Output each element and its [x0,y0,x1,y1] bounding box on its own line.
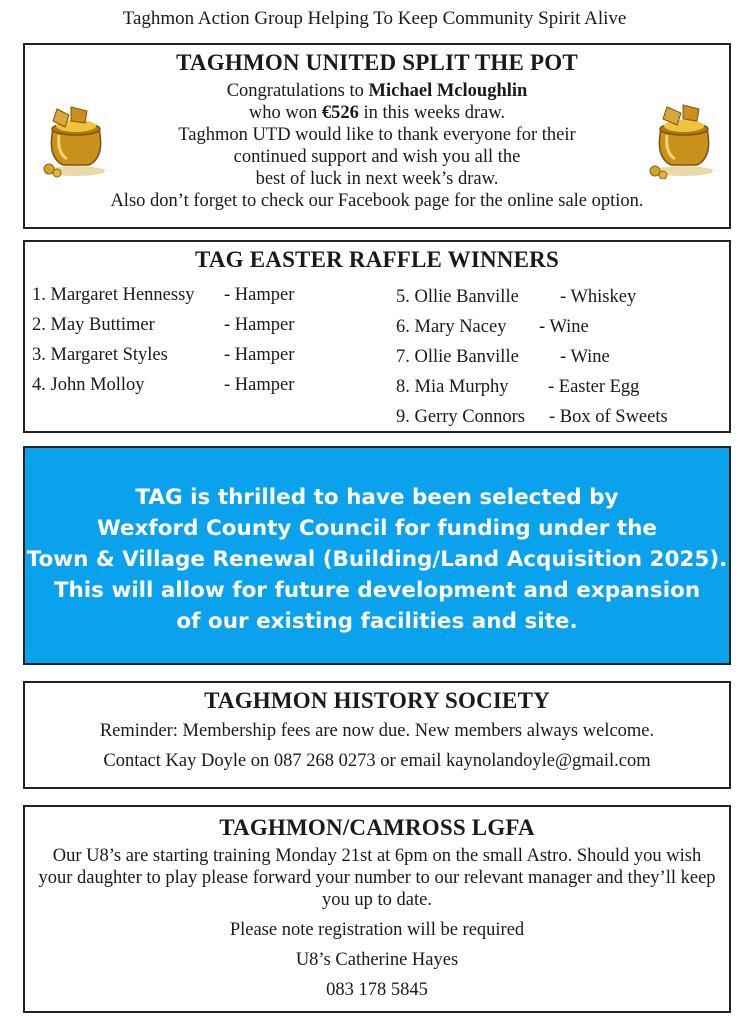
funding-text [27,482,728,637]
funding-line: Town & Village Renewal (Building/Land Acquisition 2025). [26,547,728,572]
history-body [25,716,729,776]
amount-suffix: in this weeks draw. [358,103,506,123]
section-title: TAGHMON UNITED SPLIT THE POT [176,50,578,75]
luck-line: best of luck in next week’s draw. [255,169,499,189]
amount-prefix: who won [248,103,322,123]
contact-phone: 083 178 5845 [326,980,428,1000]
section-title: TAG EASTER RAFFLE WINNERS [195,247,559,272]
raffle-winner [396,312,589,342]
winner-prize: - Hamper [224,375,295,395]
raffle-winner [32,340,295,370]
contact-name: U8’s Catherine Hayes [295,950,459,970]
registration-note: Please note registration will be required [229,920,525,940]
raffle-winner [396,402,668,432]
winner-prize: - Easter Egg [548,377,640,397]
winner-prize: - Hamper [224,315,295,335]
raffle-winner [32,370,295,400]
history-society-section [23,681,731,789]
winner-name: 5. Ollie Banville [396,287,519,307]
thanks-line: Taghmon UTD would like to thank everyone for their [178,125,576,145]
winner-prize: - Hamper [224,285,295,305]
lgfa-section [23,805,731,1013]
winner-name: 4. John Molloy [32,375,145,395]
contact-line: Contact Kay Doyle on 087 268 0273 or email kaynolandoyle@gmail.com [103,751,651,771]
winner-name: 7. Ollie Banville [396,347,519,367]
winner-prize: - Wine [560,347,610,367]
raffle-winners-left [32,280,295,400]
winner-prize: - Wine [539,317,589,337]
facebook-line: Also don’t forget to check our Facebook page for the online sale option. [110,191,644,211]
funding-line: TAG is thrilled to have been selected by [135,485,619,510]
section-title: TAGHMON/CAMROSS LGFA [219,815,535,840]
funding-line: of our existing facilities and site. [176,609,578,634]
winner-name: 8. Mia Murphy [396,377,509,397]
funding-line: Wexford County Council for funding under the [96,516,657,541]
split-the-pot-section [23,43,731,229]
gold-pot-icon [643,99,723,179]
raffle-winners-right [396,282,668,432]
funding-line: This will allow for future development and expansion [53,578,701,603]
raffle-winner [396,342,610,372]
section-title: TAGHMON HISTORY SOCIETY [204,688,550,713]
raffle-winner [32,280,295,310]
raffle-winner [396,372,640,402]
congrats-prefix: Congratulations to [226,81,369,101]
winner-prize: - Whiskey [560,287,637,307]
winner-name: 1. Margaret Hennessy [32,285,195,305]
page-header: Taghmon Action Group Helping To Keep Community Spirit Alive [122,8,627,29]
winner-name: 6. Mary Nacey [396,317,507,337]
prize-amount: €526 [321,103,359,123]
congrats-line [25,80,729,102]
pot-body [25,80,729,212]
training-paragraph: Our U8’s are starting training Monday 21st at 6pm on the small Astro. Should you wish your daughter to play please forward your number to our relevant manager and they’ll keep you up to date. [38,846,716,910]
winner-name: 2. May Buttimer [32,315,155,335]
gold-pot-icon [35,99,115,179]
easter-raffle-section [23,240,731,433]
membership-reminder: Reminder: Membership fees are now due. New members always welcome. [99,721,655,741]
raffle-winner [396,282,637,312]
winner-prize: - Hamper [224,345,295,365]
amount-line [25,102,729,124]
raffle-winner [32,310,295,340]
winner-name: Michael Mcloughlin [368,81,528,101]
winner-name: 9. Gerry Connors [396,407,525,427]
winner-prize: - Box of Sweets [549,407,668,427]
funding-announcement [23,446,731,665]
winner-name: 3. Margaret Styles [32,345,168,365]
support-line: continued support and wish you all the [233,147,521,167]
